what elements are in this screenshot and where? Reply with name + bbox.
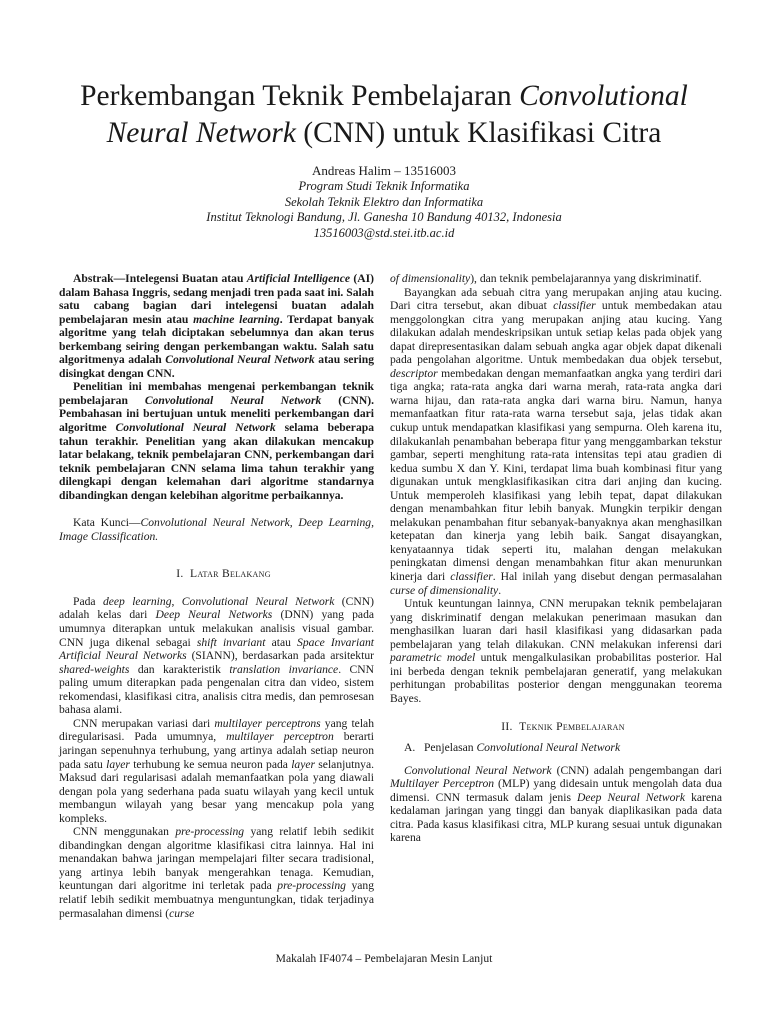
page-footer: Makalah IF4074 – Pembelajaran Mesin Lanjut	[275, 952, 493, 965]
abstract: Abstrak—Intelegensi Buatan atau Artificial Intelligence (AI) dalam Bahasa Inggris, sedang menjadi tren pada saat ini. Salah satu cabang bagian dari intelegensi buatan adalah pembelajaran mesin atau machine learning. Terdapat banyak algoritme yang telah diciptakan sebelumnya dan akan terus berkembang seiring dengan perkembangan waktu. Salah satu algoritmenya adalah Convolutional Neural Network atau sering disingkat dengan CNN. Penelitian ini membahas mengenai perkembangan teknik pembelajaran Convolutional Neural Network (CNN). Pembahasan ini bertujuan untuk meneliti perkembangan dari algoritme Convolutional Neural Network selama beberapa tahun terakhir. Penelitian yang akan dilakukan mencakup latar belakang, teknik pembelajaran CNN, perkembangan dari teknik pembelajaran CNN selama lima tahun terakhir yang dilengkapi dengan kelemahan dari algoritme standarnya dibandingkan dengan kelebihan algoritme perbaikannya.	[59, 272, 374, 502]
affiliation-school: Sekolah Teknik Elektro dan Informatika	[284, 194, 484, 209]
affiliation-institute: Institut Teknologi Bandung, Jl. Ganesha 10 Bandung 40132, Indonesia	[206, 210, 562, 224]
right-column: of dimensionality), dan teknik pembelajarannya yang diskriminatif. Bayangkan ada sebuah citra yang merupakan anjing atau kucing. Dari citra tersebut, akan dibuat classifier untuk membedakan atau menggolongkan citra yang merupakan anjing atau kucing. Yang dilakukan adalah mendeskripsikan untuk setiap kelas pada objek yang dapat direpresentasikan dalam sebuah angka agar objek dapat dikenali pada pengolahan algoritme. Untuk membedakan dua objek tersebut, descriptor membedakan dengan memanfaatkan angka yang terdiri dari tiga angka; rata-rata angka dari warna merah, rata-rata angka dari warna hijau, dan rata-rata angka dari warna biru. Namun, hanya memanfaatkan fitur rata-rata warna tersebut saja, jelas tidak akan cukup untuk mendapatkan klasifikasi yang sempurna. Oleh karena itu, dilakukanlah penambahan beberapa fitur yang menggambarkan tekstur gambar, seperti menghitung rata-rata intensitas tepi atau gradien di kedua sumbu X dan Y. Kini, terdapat lima buah kombinasi fitur yang digunakan untuk mengklasifikasikan citra dari anjing dan kucing. Untuk memperoleh klasifikasi yang lebih tepat, dapat dilakukan dengan menambahkan fitur lebih banyak. Mungkin terpikir dengan melakukan penambahan fitur sebanyak-banyaknya akan menghasilkan ketepatan dan kinerja yang lebih baik. Sangat disayangkan, kenyataannya tidak seperti itu, malahan dengan melakukan peningkatan dimensi dengan menambahkan fitur akan menurunkan kinerja dari classifier. Hal inilah yang disebut dengan permasalahan curse of dimensionality. Untuk keuntungan lainnya, CNN merupakan teknik pembelajaran yang diskriminatif dengan melakukan penerimaan masukan dan menghasilkan luaran dari hasil klasifikasi yang didasarkan pada pembelajaran yang telah dilakukan. CNN melakukan inferensi dari parametric model untuk mengalkulasikan probabilitas posterior. Hal ini berbeda dengan teknik pembelajaran generatif, yang melakukan perhitungan probabilitas posterior dengan menggunakan teorema Bayes. II. Teknik Pembelajaran A. Penjelasan Convolutional Neural Network Convolutional Neural Network (CNN) adalah pengembangan dari Multilayer Perceptron (MLP) yang didesain untuk mengolah data dua dimensi. CNN termasuk dalam jenis Deep Neural Network karena kedalaman jaringan yang tinggi dan banyak diaplikasikan pada data citra. Pada kasus klasifikasi citra, MLP kurang sesuai untuk digunakan karena	[390, 272, 723, 845]
affiliation-email: 13516003@std.stei.itb.ac.id	[313, 225, 455, 240]
subsection-heading-a: A. Penjelasan Convolutional Neural Network	[404, 741, 621, 755]
affiliation-program: Program Studi Teknik Informatika	[298, 179, 470, 193]
author-line: Andreas Halim – 13516003	[311, 163, 457, 178]
section-heading-2: II. Teknik Pembelajaran	[501, 719, 625, 733]
affiliation-block	[40, 179, 728, 241]
left-column: Abstrak—Intelegensi Buatan atau Artificial Intelligence (AI) dalam Bahasa Inggris, sedang menjadi tren pada saat ini. Salah satu cabang bagian dari intelegensi buatan adalah pembelajaran mesin atau machine learning. Terdapat banyak algoritme yang telah diciptakan sebelumnya dan akan terus berkembang seiring dengan perkembangan waktu. Salah satu algoritmenya adalah Convolutional Neural Network atau sering disingkat dengan CNN. Penelitian ini membahas mengenai perkembangan teknik pembelajaran Convolutional Neural Network (CNN). Pembahasan ini bertujuan untuk meneliti perkembangan dari algoritme Convolutional Neural Network selama beberapa tahun terakhir. Penelitian yang akan dilakukan mencakup latar belakang, teknik pembelajaran CNN, perkembangan dari teknik pembelajaran CNN selama lima tahun terakhir yang dilengkapi dengan kelemahan dari algoritme standarnya dibandingkan dengan kelebihan algoritme perbaikannya. Kata Kunci—Convolutional Neural Network, Deep Learning, Image Classification. I. Latar Belakang Pada deep learning, Convolutional Neural Network (CNN) adalah kelas dari Deep Neural Networks (DNN) yang pada umumnya diterapkan untuk melakukan analisis visual gambar. CNN juga dikenal sebagai shift invariant atau Space Invariant Artificial Neural Networks (SIANN), berdasarkan pada arsitektur shared-weights dan karakteristik translation invariance. CNN paling umum diterapkan pada pengenalan citra dan video, sistem rekomendasi, klasifikasi citra, analisis citra medis, dan pemrosesan bahasa alami. CNN merupakan variasi dari multilayer perceptrons yang telah diregularisasi. Pada umumnya, multilayer perceptron berarti jaringan sepenuhnya terhubung, yang artinya adalah setiap neuron pada satu layer terhubung ke semua neuron pada layer selanjutnya. Maksud dari regularisasi adalah memanfaatkan pola yang diawali dengan pola yang sederhana pada suatu wilayah yang kecil untuk membangun wilayah yang besar yang mencakup pola yang kompleks. CNN menggunakan pre-processing yang relatif lebih sedikit dibandingkan dengan algoritme klasifikasi citra lainnya. Hal ini menandakan bahwa jaringan mempelajari filter secara tradisional, yang artinya lebih banyak mengerahkan tenaga. Kemudian, keuntungan dari algoritme ini terletak pada pre-processing yang relatif lebih sedikit membuatnya menguntungkan, tidak terjadinya permasalahan dimensi (curse	[59, 272, 375, 920]
section-heading-1: I. Latar Belakang	[176, 567, 271, 581]
paper-title: Perkembangan Teknik Pembelajaran Convolutional Neural Network (CNN) untuk Klasifikasi Citra	[80, 80, 688, 149]
keywords: Kata Kunci—Convolutional Neural Network, Deep Learning, Image Classification.	[59, 516, 374, 543]
